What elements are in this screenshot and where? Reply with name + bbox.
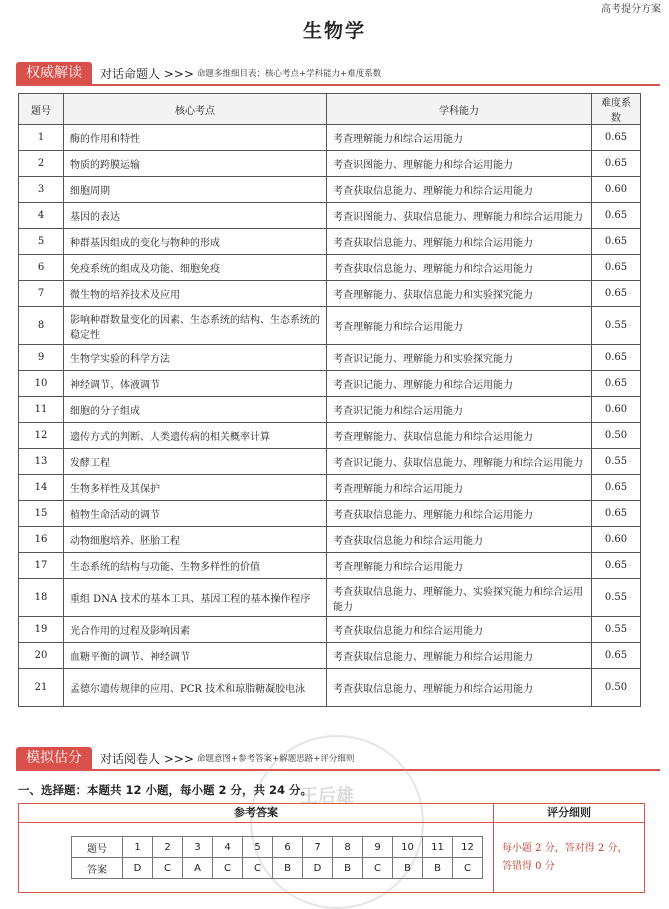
cell-difficulty: 0.50 [592,423,641,449]
cell-topic: 生态系统的结构与功能、生物多样性的价值 [64,553,327,579]
cell-number: 8 [19,307,64,345]
table-row [19,203,641,229]
cell-difficulty: 0.65 [592,151,641,177]
cell-difficulty: 0.50 [592,669,641,707]
cell-difficulty: 0.60 [592,527,641,553]
cell-topic: 免疫系统的组成及功能、细胞免疫 [64,255,327,281]
cell-difficulty: 0.65 [592,203,641,229]
section-tag: 权威解读 [16,62,92,84]
cell-ability: 考查获取信息能力和综合运用能力 [327,527,592,553]
answer-letter: D [123,858,153,879]
cell-number: 11 [19,397,64,423]
cell-topic: 重组 DNA 技术的基本工具、基因工程的基本操作程序 [64,579,327,617]
cell-difficulty: 0.55 [592,617,641,643]
cell-ability: 考查识图能力、理解能力和综合运用能力 [327,151,592,177]
page-title: 生物学 [302,20,366,42]
table-row [19,579,641,617]
answer-letter: B [423,858,453,879]
table-row [19,371,641,397]
cell-topic: 物质的跨膜运输 [64,151,327,177]
cell-number: 20 [19,643,64,669]
answer-number-row [72,837,483,858]
cell-difficulty: 0.55 [592,307,641,345]
answer-number: 2 [153,837,183,858]
answer-label: 答案 [72,858,123,879]
cell-difficulty: 0.65 [592,501,641,527]
cell-ability: 考查获取信息能力和综合运用能力 [327,617,592,643]
table-row [19,449,641,475]
rule-line: 答错得 0 分 [502,861,555,872]
cell-topic: 微生物的培养技术及应用 [64,281,327,307]
header-number: 题号 [19,94,64,125]
table-row [19,281,641,307]
cell-number: 10 [19,371,64,397]
cell-number: 5 [19,229,64,255]
answer-letter: D [303,858,333,879]
reference-answer-panel [19,804,494,892]
table-header-row [19,94,641,125]
cell-number: 2 [19,151,64,177]
scoring-rule-panel [494,804,644,892]
answer-letter: B [393,858,423,879]
cell-topic: 光合作用的过程及影响因素 [64,617,327,643]
scoring-rule-text [502,840,627,876]
table-row [19,527,641,553]
section-text: 对话阅卷人 >>> [100,751,194,766]
answer-number: 4 [213,837,243,858]
cell-number: 3 [19,177,64,203]
corner-text: 高考提分方案 [601,4,661,15]
cell-topic: 发酵工程 [64,449,327,475]
cell-ability: 考查理解能力和综合运用能力 [327,125,592,151]
answer-box [18,803,645,893]
cell-ability: 考查识记能力、理解能力和综合运用能力 [327,371,592,397]
cell-number: 15 [19,501,64,527]
answer-number: 1 [123,837,153,858]
cell-topic: 种群基因组成的变化与物种的形成 [64,229,327,255]
cell-number: 4 [19,203,64,229]
cell-topic: 孟德尔遗传规律的应用、PCR 技术和琼脂糖凝胶电泳 [64,669,327,707]
cell-topic: 生物多样性及其保护 [64,475,327,501]
answer-number: 3 [183,837,213,858]
cell-difficulty: 0.55 [592,449,641,475]
answer-number: 7 [303,837,333,858]
answer-letter: B [333,858,363,879]
table-row [19,177,641,203]
cell-topic: 细胞的分子组成 [64,397,327,423]
cell-topic: 酶的作用和特性 [64,125,327,151]
table-row [19,501,641,527]
answer-letter: C [243,858,273,879]
rule-line: 每小题 2 分，答对得 2 分， [502,843,628,854]
cell-ability: 考查识记能力和综合运用能力 [327,397,592,423]
cell-difficulty: 0.65 [592,371,641,397]
cell-ability: 考查识记能力、理解能力和实验探究能力 [327,345,592,371]
answer-letter: C [453,858,483,879]
cell-ability: 考查理解能力和综合运用能力 [327,475,592,501]
number-label: 题号 [72,837,123,858]
breakdown-table [18,93,641,707]
question-heading: 一、选择题：本题共 12 小题，每小题 2 分，共 24 分。 [18,783,313,797]
table-row [19,307,641,345]
answer-letter: B [273,858,303,879]
table-row [19,643,641,669]
answer-letter: C [153,858,183,879]
cell-number: 13 [19,449,64,475]
header-ability: 学科能力 [327,94,592,125]
cell-ability: 考查获取信息能力、理解能力和综合运用能力 [327,229,592,255]
cell-number: 9 [19,345,64,371]
cell-difficulty: 0.65 [592,255,641,281]
cell-difficulty: 0.65 [592,125,641,151]
table-row [19,669,641,707]
cell-ability: 考查获取信息能力、理解能力和综合运用能力 [327,643,592,669]
cell-difficulty: 0.65 [592,345,641,371]
cell-topic: 遗传方式的判断、人类遗传病的相关概率计算 [64,423,327,449]
cell-number: 6 [19,255,64,281]
cell-topic: 生物学实验的科学方法 [64,345,327,371]
cell-ability: 考查获取信息能力、理解能力和综合运用能力 [327,669,592,707]
header-topic: 核心考点 [64,94,327,125]
section-tag: 模拟估分 [16,747,92,769]
table-row [19,617,641,643]
answer-letter: A [183,858,213,879]
answer-table [71,836,483,879]
cell-number: 16 [19,527,64,553]
cell-difficulty: 0.65 [592,281,641,307]
cell-ability: 考查理解能力和综合运用能力 [327,553,592,579]
cell-number: 1 [19,125,64,151]
cell-topic: 动物细胞培养、胚胎工程 [64,527,327,553]
cell-topic: 影响种群数量变化的因素、生态系统的结构、生态系统的稳定性 [64,307,327,345]
cell-number: 12 [19,423,64,449]
cell-difficulty: 0.55 [592,579,641,617]
answer-letter: C [363,858,393,879]
answer-number: 6 [273,837,303,858]
cell-ability: 考查获取信息能力、理解能力和综合运用能力 [327,177,592,203]
cell-number: 14 [19,475,64,501]
section-text: 对话命题人 >>> [100,66,194,81]
cell-ability: 考查理解能力、获取信息能力和综合运用能力 [327,423,592,449]
cell-topic: 基因的表达 [64,203,327,229]
cell-ability: 考查识记能力、获取信息能力、理解能力和综合运用能力 [327,449,592,475]
cell-topic: 植物生命活动的调节 [64,501,327,527]
cell-ability: 考查获取信息能力、理解能力和综合运用能力 [327,255,592,281]
table-row [19,229,641,255]
answer-number: 8 [333,837,363,858]
table-row [19,345,641,371]
table-row [19,125,641,151]
cell-ability: 考查获取信息能力、理解能力、实验探究能力和综合运用能力 [327,579,592,617]
answer-number: 10 [393,837,423,858]
table-row [19,397,641,423]
cell-difficulty: 0.65 [592,553,641,579]
cell-difficulty: 0.65 [592,229,641,255]
answer-letter-row [72,858,483,879]
answer-number: 12 [453,837,483,858]
scoring-rule-title: 评分细则 [494,804,644,823]
cell-number: 21 [19,669,64,707]
section-header-authority [16,62,660,86]
cell-ability: 考查获取信息能力、理解能力和综合运用能力 [327,501,592,527]
table-row [19,423,641,449]
answer-number: 9 [363,837,393,858]
cell-topic: 血糖平衡的调节、神经调节 [64,643,327,669]
watermark-text: 王后雄 [300,786,354,807]
section-subtext: 命题意图+参考答案+解题思路+评分细则 [196,754,355,764]
cell-difficulty: 0.65 [592,475,641,501]
cell-ability: 考查识图能力、获取信息能力、理解能力和综合运用能力 [327,203,592,229]
cell-difficulty: 0.65 [592,643,641,669]
cell-number: 17 [19,553,64,579]
cell-topic: 神经调节、体液调节 [64,371,327,397]
answer-number: 11 [423,837,453,858]
cell-topic: 细胞周期 [64,177,327,203]
cell-difficulty: 0.60 [592,177,641,203]
cell-number: 18 [19,579,64,617]
cell-ability: 考查理解能力和综合运用能力 [327,307,592,345]
cell-number: 7 [19,281,64,307]
reference-answer-title: 参考答案 [19,804,493,823]
answer-number: 5 [243,837,273,858]
cell-ability: 考查理解能力、获取信息能力和实验探究能力 [327,281,592,307]
table-row [19,553,641,579]
cell-difficulty: 0.60 [592,397,641,423]
table-row [19,475,641,501]
header-difficulty: 难度系数 [592,94,641,125]
table-row [19,151,641,177]
cell-number: 19 [19,617,64,643]
section-subtext: 命题多维细目表：核心考点+学科能力+难度系数 [196,69,382,79]
answer-letter: C [213,858,243,879]
table-row [19,255,641,281]
